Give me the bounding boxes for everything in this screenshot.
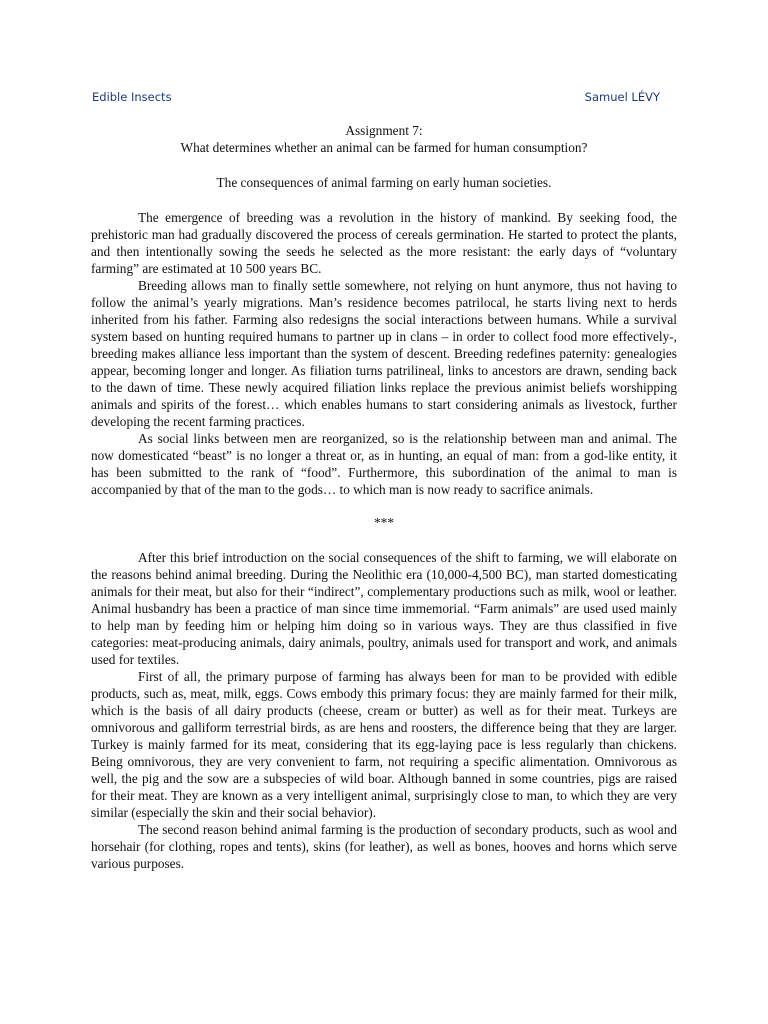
assignment-question: What determines whether an animal can be farmed for human consumption? — [180, 140, 588, 155]
paragraph-secondary-products: The second reason behind animal farming is the production of secondary products, such as wool and horsehair (for clothing, ropes and tents), skins (for leather), as well as bones, hooves and horns which serve various purposes. — [91, 822, 677, 871]
paragraph-settlement: Breeding allows man to finally settle somewhere, not relying on hunt anymore, thus not having to follow the animal’s yearly migrations. Man’s residence becomes patrilocal, he starts living next to herds inherited from his father. Farming also redesigns the social interactions between humans. While a survival system based on hunting required humans to partner up in clans – in order to collect food more effectively-, breeding makes alliance less important than the system of descent. Breeding redefines paternity: genealogies appear, becoming longer and longer. As filiation turns patrilineal, links to ancestors are drawn, sending back to the dawn of time. These newly acquired filiation links replace the previous animist beliefs worshipping animals and spirits of the forest… which enables humans to start considering animals as livestock, further developing the recent farming practices. — [91, 278, 677, 429]
header-course-title: Edible Insects — [92, 90, 172, 104]
paragraph-primary-purpose: First of all, the primary purpose of farming has always been for man to be provided with edible products, such as, meat, milk, eggs. Cows embody this primary focus: they are mainly farmed for their milk, which is the basis of all dairy products (cheese, cream or butter) as well as for their meat. Turkeys are omnivorous and galliform terrestrial birds, as are hens and roosters, the difference being that they are larger. Turkey is mainly farmed for its meat, considering that its egg-laying pace is less regularly than chickens. Being omnivorous, they are very convenient to farm, not requiring a specific alimentation. Omnivorous as well, the pig and the sow are a subspecies of wild boar. Although banned in some countries, pigs are raised for their meat. They are known as a very intelligent animal, surprisingly close to man, to which they are very similar (especially the skin and their social behavior). — [91, 669, 677, 820]
paragraph-reasons-intro: After this brief introduction on the social consequences of the shift to farming, we will elaborate on the reasons behind animal breeding. During the Neolithic era (10,000-4,500 BC), man started domesticating animals for their meat, but also for their “indirect”, complementary productions such as milk, wool or leather. Animal husbandry has been a practice of man since time immemorial. “Farm animals” are used used mainly to help man by feeding him or helping him doing so in various ways. They are thus classified in five categories: meat-producing animals, dairy animals, poultry, animals used for transport and work, and animals used for textiles. — [91, 550, 677, 667]
document-body — [91, 122, 677, 872]
header-author-name: Samuel LÉVY — [584, 90, 660, 104]
page-header — [92, 90, 662, 106]
section-subtitle: The consequences of animal farming on early human societies. — [216, 175, 552, 190]
assignment-number: Assignment 7: — [345, 123, 423, 138]
paragraph-man-animal-relationship: As social links between men are reorganized, so is the relationship between man and animal. The now domesticated “beast” is no longer a threat or, as in hunting, an equal of man: from a god-like entity, it has been submitted to the rank of “food”. Furthermore, this subordination of the animal to man is accompanied by that of the man to the gods… to which man is now ready to sacrifice animals. — [91, 431, 677, 497]
paragraph-breeding-emergence: The emergence of breeding was a revolution in the history of mankind. By seeking food, the prehistoric man had gradually discovered the process of cereals germination. He started to protect the plants, and then intentionally sowing the seeds he selected as the more resistant: the early days of “voluntary farming” are estimated at 10 500 years BC. — [91, 210, 677, 276]
section-separator: *** — [374, 515, 394, 530]
